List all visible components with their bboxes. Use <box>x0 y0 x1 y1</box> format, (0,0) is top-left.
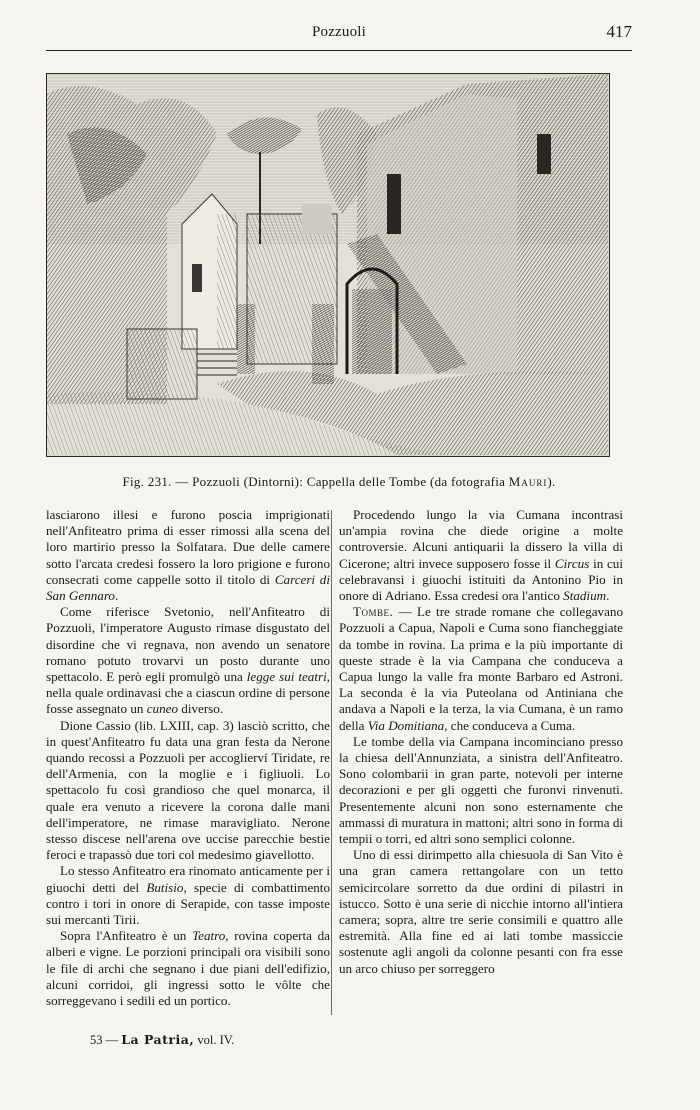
paragraph <box>46 507 330 604</box>
body-text: . <box>114 588 119 604</box>
italic-text: Teatro <box>192 928 226 944</box>
italic-text: Via Domitiana <box>367 717 445 733</box>
paragraph <box>46 863 330 928</box>
page-number: 417 <box>606 22 632 41</box>
column-divider <box>331 510 332 1015</box>
body-text: in cui celebravansi i giuochi istituiti da Antonino Pio in onore di Adriano. Essa credesi ora l'antico <box>339 555 623 604</box>
paragraph <box>46 928 330 1009</box>
left-column <box>46 507 330 1009</box>
running-head <box>46 22 632 44</box>
body-text: , nella quale ordinavasi che a ciascun ordine di persone fosse assegnato un <box>46 669 330 717</box>
body-text: diverso. <box>178 701 224 717</box>
body-text: Dione Cassio (lib. LXIII, cap. 3) lasciò scritto, che in quest'Anfiteatro fu data una gran festa da Nerone quando recossi a Pozzuoli per accoglierví Tiridate, re dell'Armenia, con la moglie e i figliuoli. Lo spettacolo fu così grandioso che quel monarca, il quale era venuto a ricevere la corona dalle mani dell'imperatore, ne rimase maravigliato. Nerone stesso discese nell'arena ove uccise parecchie bestie feroci e trapassò due tori col medesimo giavellotto. <box>46 717 330 863</box>
italic-text: Carceri di San Gennaro <box>46 571 330 604</box>
paragraph <box>339 734 623 847</box>
publication-name: La Patria, <box>121 1032 195 1047</box>
body-text: — Le tre strade romane che collegavano Pozzuoli a Capua, Napoli e Cuma sono fiancheggiate da tombe in rovina. La prima e la più importante di queste strade è la via Campana che conduceva a Capua lungo la valle fra monte Barbaro ed Astroni. La seconda è la via Puteolana od Antiniana che andava a Napoli e la terza, la via Cumana, è un ramo della <box>339 604 623 733</box>
figure-engraving <box>46 73 610 457</box>
running-title: Pozzuoli <box>311 24 367 40</box>
italic-text: Stadium <box>563 588 607 604</box>
signature-mark: 53 <box>90 1033 103 1047</box>
caption-prefix: Fig. 231. — Pozzuoli (Dintorni): Cappella delle Tombe (da fotografia <box>122 474 509 489</box>
paragraph <box>339 507 623 604</box>
body-text: Sopra l'Anfiteatro è un <box>60 928 193 944</box>
italic-text: Circus <box>554 555 590 571</box>
italic-text: cuneo <box>146 701 178 717</box>
volume-label: vol. IV. <box>197 1033 235 1047</box>
body-text: lasciarono illesi e furono poscia imprigionati nell'Anfiteatro prima di esser rimossi alla scena del loro martirio presso la Solfatara. Due delle camere sotto l'arcata credesi fossero la loro prigione e furono consecrati come cappelle sotto il titolo di <box>46 507 330 587</box>
caption-author: Mauri <box>508 474 548 489</box>
body-text: , rovina coperta da alberi e vigne. Le porzioni principali ora visibili sono le file di archi che segnano i due piani dell'edifizio, alcuni corridoi, gli ingressi sotto le vôlte che sorreggevano i sedili ed un portico. <box>46 928 330 1009</box>
caption-suffix: ). <box>547 474 556 489</box>
body-text: Uno di essi dirimpetto alla chiesuola di San Vito è una gran camera rettangolare con un tetto semicircolare sorretto da due ordini di pilastri in istucco. Sotto è una serie di nicchie intorno all'intiera camera; sopra, altre tre serie consimili e quattro alle estremità. Alla fine ed ai lati tombe massiccie sostenute agli angoli da colonne pesanti con fra esse un arco chiuso per sorreggero <box>339 847 623 976</box>
footer-dash: — <box>105 1033 119 1047</box>
body-text: , che conduceva a Cuma. <box>444 717 576 733</box>
body-text: . <box>606 588 610 604</box>
paragraph <box>339 604 623 734</box>
section-heading: Tombe. <box>353 604 394 620</box>
body-text: , specie di combattimento contro i tori in onore di Serapide, con tasse imposte sui mercanti Tirii. <box>46 879 330 928</box>
figure-caption <box>46 474 632 490</box>
italic-text: Butisio <box>146 879 184 895</box>
body-text: Come riferisce Svetonio, nell'Anfiteatro di Pozzuoli, l'imperatore Augusto rimase disgustato del disordine che vi regnava, non avendo un senatore romano potuto trovarvi un posto durante uno spettacolo. E però egli promulgò una <box>46 604 330 685</box>
right-column <box>339 507 623 977</box>
italic-text: legge sui teatri <box>246 669 327 685</box>
paragraph <box>339 847 623 977</box>
engraving-icon <box>47 74 608 455</box>
page-footer <box>90 1032 234 1048</box>
header-rule <box>46 50 632 51</box>
paragraph <box>46 718 330 864</box>
body-text: Le tombe della via Campana incominciano presso la chiesa dell'Annunziata, a sinistra dell'Anfiteatro. Sono colombarii in gran parte, notevoli per interne decorazioni e per gli oggetti che furonvi rinvenuti. Presentemente alcuni non sono esternamente che ammassi di muratura in mattoni; altri sono in forma di tempii o torri, ed altri sono semplici colonne. <box>339 733 624 847</box>
body-text: Procedendo lungo la via Cumana incontrasi un'ampia rovina che diede origine a molte controversie. Alcuni antiquarii la dissero la villa di Cicerone; altri invece supposero fosse il <box>339 507 623 571</box>
body-text: Lo stesso Anfiteatro era rinomato anticamente per i giuochi detti del <box>46 863 330 895</box>
paragraph <box>46 604 330 717</box>
